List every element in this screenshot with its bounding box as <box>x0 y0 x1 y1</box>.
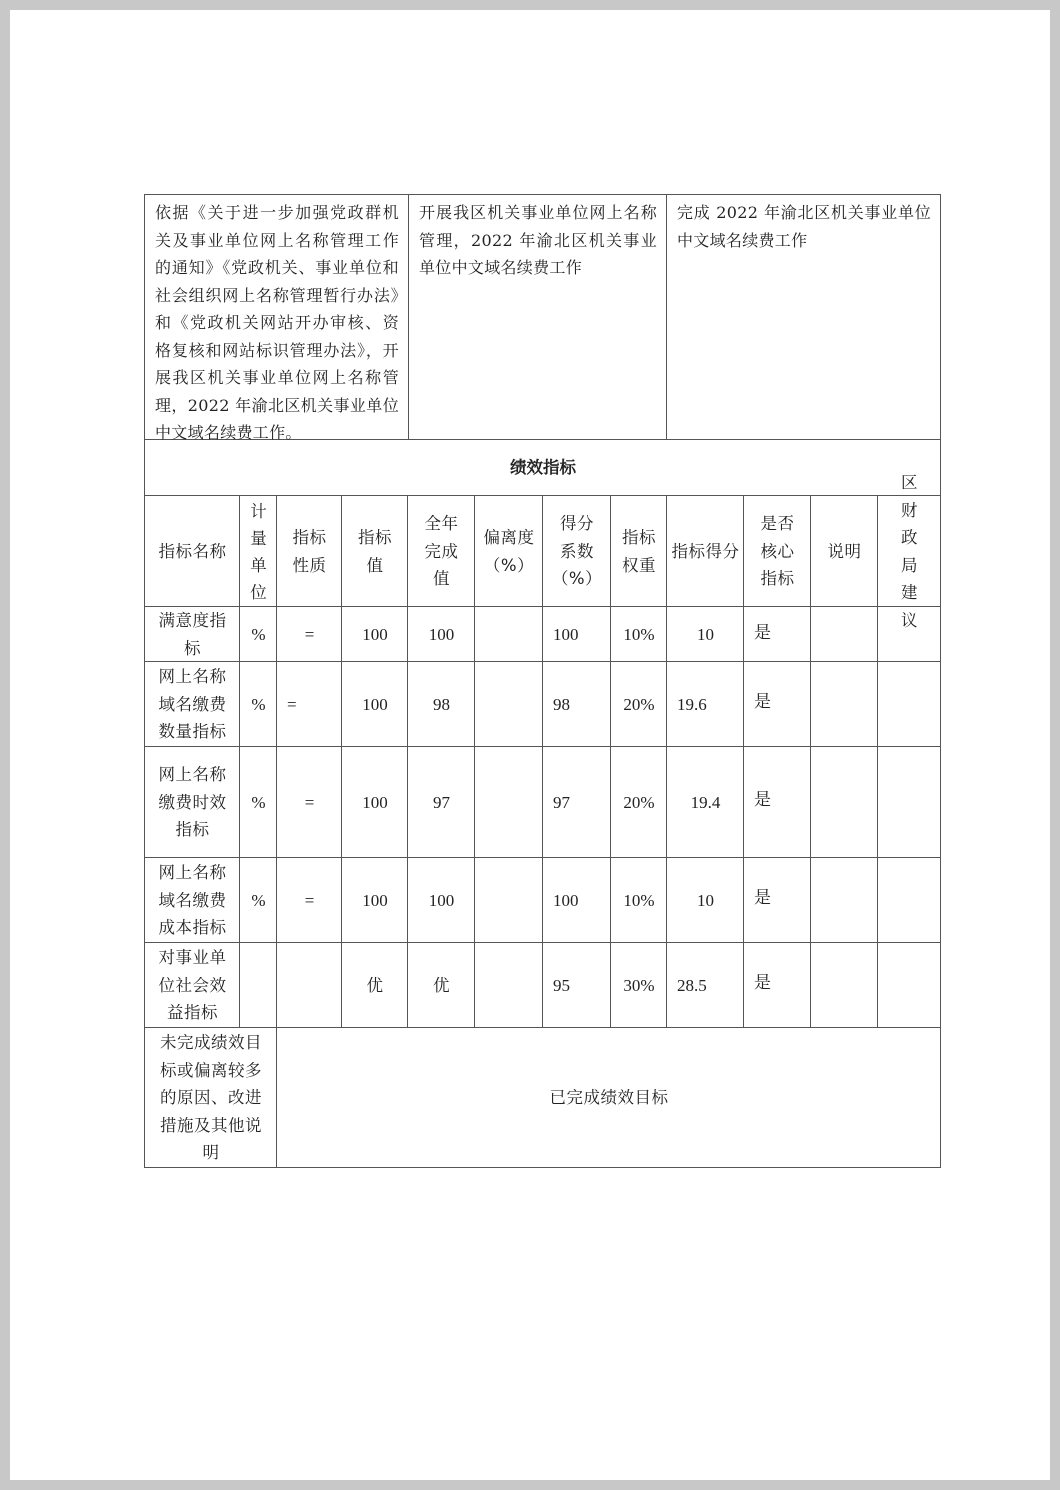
basis-cell <box>145 195 409 440</box>
table-cell: 优 <box>366 975 384 995</box>
row1-weight <box>611 607 667 662</box>
table-cell: 10% <box>623 624 655 644</box>
table-cell: 是 <box>754 623 771 642</box>
row4-unit <box>240 858 277 943</box>
header-weight <box>611 496 667 607</box>
row4-weight <box>611 858 667 943</box>
header-deviation <box>475 496 543 607</box>
row4-advice <box>878 858 941 943</box>
table-cell: 10% <box>623 890 655 910</box>
row2-coefficient <box>543 662 611 747</box>
table-cell: 网上名称域名缴费数量指标 <box>158 667 227 742</box>
table-cell: 100 <box>428 624 455 644</box>
table-cell: 优 <box>433 975 450 995</box>
row3-coefficient <box>543 747 611 858</box>
table-cell: 100 <box>553 624 579 644</box>
row1-core <box>744 607 811 662</box>
header-coefficient <box>543 496 611 607</box>
row5-actual <box>408 943 475 1028</box>
header-actual <box>408 496 475 607</box>
table-cell: 20% <box>623 694 655 714</box>
table-cell: 100 <box>362 694 388 714</box>
row2-actual <box>408 662 475 747</box>
row4-actual <box>408 858 475 943</box>
row5-deviation <box>475 943 543 1028</box>
row1-advice <box>878 607 941 662</box>
row5-note <box>811 943 878 1028</box>
row5-name <box>145 943 240 1028</box>
table-cell: 100 <box>553 890 579 910</box>
row2-deviation <box>475 662 543 747</box>
table-cell: % <box>251 694 266 714</box>
header-name <box>145 496 240 607</box>
header-nature-text: 指标性质 <box>292 528 327 575</box>
row3-note <box>811 747 878 858</box>
table-cell: 网上名称域名缴费成本指标 <box>158 863 227 938</box>
row1-unit <box>240 607 277 662</box>
footer-label <box>145 1028 277 1168</box>
header-nature <box>277 496 342 607</box>
section-title-text: 绩效指标 <box>510 458 576 478</box>
row2-weight <box>611 662 667 747</box>
row2-value <box>342 662 408 747</box>
header-advice-text: 区财政局建议 <box>901 473 918 630</box>
header-score-text: 指标得分 <box>671 541 740 561</box>
row4-name <box>145 858 240 943</box>
content-text: 开展我区机关事业单位网上名称管理，2022 年渝北区机关事业单位中文域名续费工作 <box>419 203 657 277</box>
row2-name <box>145 662 240 747</box>
table-cell: 是 <box>754 692 771 711</box>
table-cell: = <box>304 792 315 812</box>
row1-value <box>342 607 408 662</box>
header-note <box>811 496 878 607</box>
header-note-text: 说明 <box>827 541 862 561</box>
table-cell: 网上名称缴费时效指标 <box>158 765 227 840</box>
table-cell: 97 <box>553 792 570 812</box>
table-cell: 10 <box>697 624 714 644</box>
row2-advice <box>878 662 941 747</box>
table-cell: = <box>287 694 297 714</box>
row3-name <box>145 747 240 858</box>
table-cell: 30% <box>623 975 655 995</box>
row2-core <box>744 662 811 747</box>
row3-core <box>744 747 811 858</box>
header-unit-text: 计量单位 <box>250 501 268 602</box>
table-cell: 98 <box>433 694 450 714</box>
header-value-text: 指标值 <box>358 528 392 575</box>
row4-nature <box>277 858 342 943</box>
table-cell: 100 <box>362 890 388 910</box>
row2-nature <box>277 662 342 747</box>
row3-actual <box>408 747 475 858</box>
document-page <box>10 10 1050 1480</box>
table-cell: % <box>251 624 266 644</box>
result-cell <box>667 195 941 440</box>
table-cell: 98 <box>553 694 570 714</box>
row5-coefficient <box>543 943 611 1028</box>
table-cell: 28.5 <box>677 975 707 995</box>
table-cell: 100 <box>362 792 388 812</box>
row1-score <box>667 607 744 662</box>
row2-score <box>667 662 744 747</box>
row5-score <box>667 943 744 1028</box>
section-title <box>145 440 941 496</box>
row3-value <box>342 747 408 858</box>
table-cell: % <box>251 792 266 812</box>
footer-value-text: 已完成绩效目标 <box>549 1088 669 1108</box>
row1-note <box>811 607 878 662</box>
footer-value <box>277 1028 941 1168</box>
row1-nature <box>277 607 342 662</box>
footer-label-text: 未完成绩效目标或偏离较多的原因、改进措施及其他说明 <box>160 1033 262 1163</box>
table-cell: % <box>251 890 266 910</box>
basis-text: 依据《关于进一步加强党政群机关及事业单位网上名称管理工作的通知》《党政机关、事业单位和社会组织网上名称管理暂行办法》和《党政机关网站开办审核、资格复核和网站标识管理办法》，开展我区机关事业单位网上名称管理，2022 年渝北区机关事业单位中文域名续费工作。 <box>155 203 399 442</box>
row1-actual <box>408 607 475 662</box>
row1-name <box>145 607 240 662</box>
table-cell: 是 <box>754 973 771 992</box>
table-cell: = <box>304 624 315 644</box>
row5-advice <box>878 943 941 1028</box>
result-text: 完成 2022 年渝北区机关事业单位中文域名续费工作 <box>677 203 931 250</box>
row5-weight <box>611 943 667 1028</box>
header-value <box>342 496 408 607</box>
table-cell: 19.6 <box>677 694 707 714</box>
row3-deviation <box>475 747 543 858</box>
table-cell: 100 <box>428 890 455 910</box>
row4-value <box>342 858 408 943</box>
header-weight-text: 指标权重 <box>622 528 656 575</box>
row4-score <box>667 858 744 943</box>
header-deviation-text: 偏离度（%） <box>483 528 535 575</box>
header-core <box>744 496 811 607</box>
table-cell: 是 <box>754 888 771 907</box>
table-cell: 10 <box>697 890 714 910</box>
row4-deviation <box>475 858 543 943</box>
row5-nature <box>277 943 342 1028</box>
table-cell: 95 <box>553 975 570 995</box>
row5-core <box>744 943 811 1028</box>
table-cell: 20% <box>623 792 655 812</box>
row4-note <box>811 858 878 943</box>
table-cell: 对事业单位社会效益指标 <box>158 948 227 1023</box>
header-score <box>667 496 744 607</box>
table-cell: 19.4 <box>690 792 721 812</box>
row3-advice <box>878 747 941 858</box>
table-cell: 100 <box>362 624 388 644</box>
row3-nature <box>277 747 342 858</box>
row1-coefficient <box>543 607 611 662</box>
row5-value <box>342 943 408 1028</box>
row2-note <box>811 662 878 747</box>
row5-unit <box>240 943 277 1028</box>
row4-coefficient <box>543 858 611 943</box>
table-cell: 是 <box>754 790 771 809</box>
header-actual-text: 全年完成值 <box>424 514 459 589</box>
table-cell: 97 <box>433 792 450 812</box>
header-advice <box>878 473 941 630</box>
table-cell: = <box>304 890 315 910</box>
header-coefficient-text: 得分系数（%） <box>551 514 603 589</box>
row1-deviation <box>475 607 543 662</box>
header-unit <box>240 496 277 607</box>
header-name-text: 指标名称 <box>158 541 227 561</box>
content-cell <box>409 195 667 440</box>
row3-unit <box>240 747 277 858</box>
header-core-text: 是否核心指标 <box>760 514 795 589</box>
row2-unit <box>240 662 277 747</box>
table-cell: 满意度指标 <box>158 611 227 658</box>
row3-score <box>667 747 744 858</box>
row3-weight <box>611 747 667 858</box>
row4-core <box>744 858 811 943</box>
